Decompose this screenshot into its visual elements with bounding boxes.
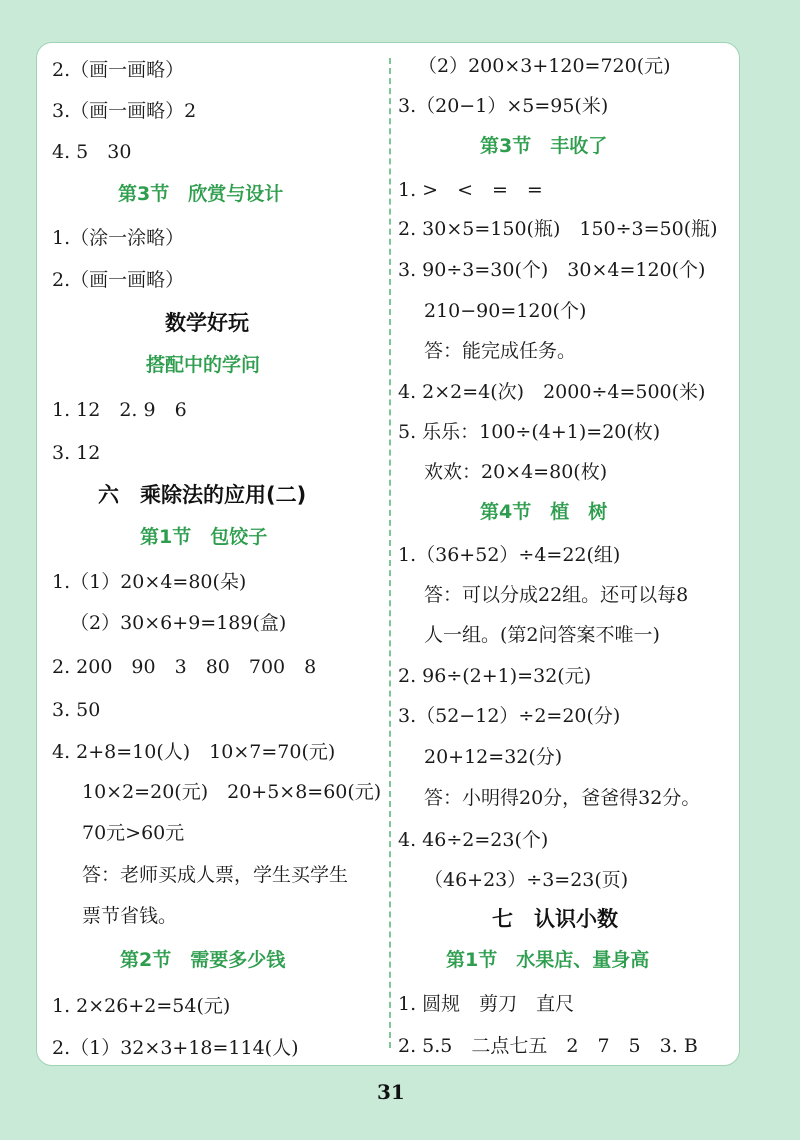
- section-heading: 第1节 包饺子: [140, 526, 268, 548]
- answer-line: 人一组。(第2问答案不唯一): [424, 624, 660, 646]
- answer-line: 2. 5.5 二点七五 2 7 5 3. B: [398, 1035, 698, 1057]
- answer-line: 2. 200 90 3 80 700 8: [52, 656, 317, 678]
- answer-line: 1.（1）20×4=80(朵): [52, 571, 247, 593]
- section-heading: 第3节 丰收了: [480, 135, 608, 157]
- answer-line: 2. 30×5=150(瓶) 150÷3=50(瓶): [398, 218, 718, 240]
- answer-line: 10×2=20(元) 20+5×8=60(元): [82, 781, 382, 803]
- answer-line: 70元>60元: [82, 822, 185, 844]
- section-heading: 第1节 水果店、量身高: [446, 949, 650, 971]
- answer-line: 欢欢：20×4=80(枚): [424, 461, 608, 483]
- answer-line: 1. 圆规 剪刀 直尺: [398, 993, 575, 1015]
- answer-line: 3. 90÷3=30(个) 30×4=120(个): [398, 259, 706, 281]
- answer-line: 3.（52−12）÷2=20(分): [398, 705, 621, 727]
- answer-line: 4. 5 30: [52, 141, 132, 163]
- answer-line: 2.（画一画略）: [52, 269, 185, 291]
- unit-heading: 数学好玩: [165, 311, 249, 335]
- answer-line: （2）200×3+120=720(元): [418, 55, 671, 77]
- answer-line: 1.（36+52）÷4=22(组): [398, 544, 621, 566]
- answer-line: 2.（画一画略）: [52, 59, 185, 81]
- answer-line: 答：可以分成22组。还可以每8: [424, 584, 689, 606]
- answer-line: 4. 2×2=4(次) 2000÷4=500(米): [398, 381, 706, 403]
- page-number: 31: [377, 1080, 405, 1104]
- answer-line: 2.（1）32×3+18=114(人): [52, 1037, 299, 1059]
- answer-line: 答：小明得20分，爸爸得32分。: [424, 787, 701, 809]
- section-heading: 第2节 需要多少钱: [120, 949, 286, 971]
- answer-line: 1. 12 2. 9 6: [52, 399, 187, 421]
- column-divider: [389, 58, 391, 1048]
- answer-line: 3. 12: [52, 442, 101, 464]
- section-heading: 第3节 欣赏与设计: [118, 183, 284, 205]
- answer-line: 3.（画一画略）2: [52, 100, 197, 122]
- answer-line: 票节省钱。: [82, 905, 178, 927]
- answer-line: 4. 46÷2=23(个): [398, 829, 549, 851]
- answer-line: （2）30×6+9=189(盒): [70, 612, 287, 634]
- answer-line: 1. > < = =: [398, 179, 543, 201]
- answer-line: 1.（涂一涂略）: [52, 227, 185, 249]
- answer-line: 4. 2+8=10(人) 10×7=70(元): [52, 741, 336, 763]
- answer-line: 20+12=32(分): [424, 746, 563, 768]
- answer-line: 3.（20−1）×5=95(米): [398, 95, 609, 117]
- section-heading: 第4节 植 树: [480, 501, 608, 523]
- answer-line: 210−90=120(个): [424, 300, 587, 322]
- answer-line: 2. 96÷(2+1)=32(元): [398, 665, 592, 687]
- answer-line: 5. 乐乐：100÷(4+1)=20(枚): [398, 421, 661, 443]
- answer-line: 答：老师买成人票，学生买学生: [82, 864, 349, 886]
- chapter-heading: 六 乘除法的应用(二): [98, 483, 307, 507]
- answer-line: 答：能完成任务。: [424, 340, 577, 362]
- answer-line: （46+23）÷3=23(页): [424, 869, 629, 891]
- section-heading: 搭配中的学问: [146, 354, 261, 376]
- answer-line: 3. 50: [52, 699, 101, 721]
- answer-line: 1. 2×26+2=54(元): [52, 995, 231, 1017]
- chapter-heading: 七 认识小数: [492, 907, 618, 931]
